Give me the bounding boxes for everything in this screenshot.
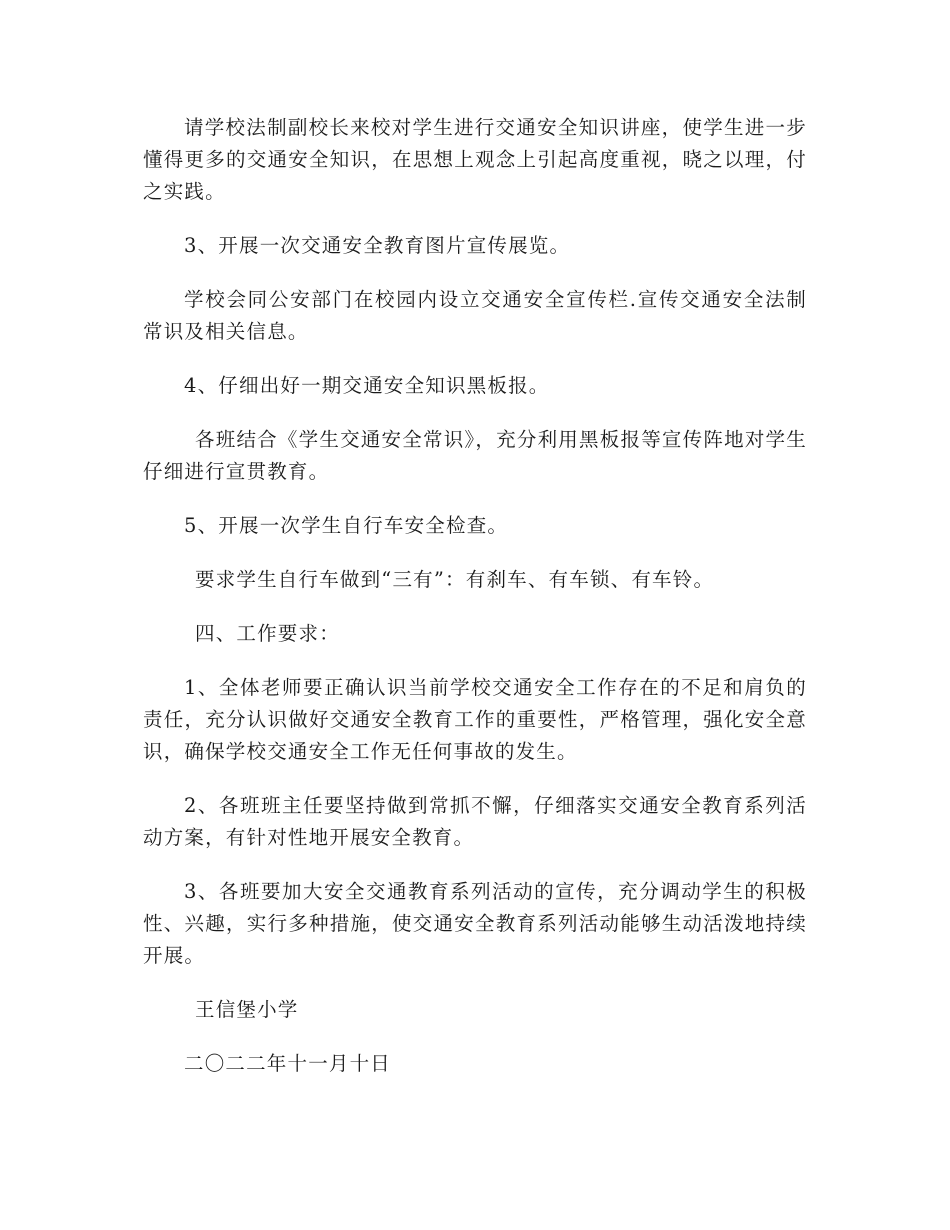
section-heading-work-requirements: 四、工作要求： bbox=[195, 622, 340, 645]
paragraph-requirement-1: 1、全体老师要正确认识当前学校交通安全工作存在的不足和肩负的责任，充分认识做好交通安全教育工作的重要性，严格管理，强化安全意识，确保学校交通安全工作无任何事故的发生。 bbox=[143, 676, 807, 763]
paragraph-item-3-title: 3、开展一次交通安全教育图片宣传展览。 bbox=[184, 234, 571, 257]
paragraph-item-5-body: 要求学生自行车做到“三有”：有刹车、有车锁、有车铃。 bbox=[195, 568, 715, 591]
document-body bbox=[143, 112, 807, 1102]
signature-date: 二〇二二年十一月十日 bbox=[184, 1052, 392, 1075]
paragraph-item-5-title: 5、开展一次学生自行车安全检查。 bbox=[184, 514, 509, 537]
paragraph-lecture: 请学校法制副校长来校对学生进行交通安全知识讲座，使学生进一步懂得更多的交通安全知识，在思想上观念上引起高度重视，晓之以理，付之实践。 bbox=[143, 116, 807, 203]
paragraph-requirement-2: 2、各班班主任要坚持做到常抓不懈，仔细落实交通安全教育系列活动方案，有针对性地开展安全教育。 bbox=[143, 794, 807, 849]
paragraph-requirement-3: 3、各班要加大安全交通教育系列活动的宣传，充分调动学生的积极性、兴趣，实行多种措施，使交通安全教育系列活动能够生动活泼地持续开展。 bbox=[143, 880, 807, 967]
paragraph-item-3-body: 学校会同公安部门在校园内设立交通安全宣传栏.宣传交通安全法制常识及相关信息。 bbox=[143, 288, 807, 343]
paragraph-item-4-title: 4、仔细出好一期交通安全知识黑板报。 bbox=[184, 374, 550, 397]
paragraph-item-4-body: 各班结合《学生交通安全常识》，充分利用黑板报等宣传阵地对学生仔细进行宣贯教育。 bbox=[143, 428, 807, 483]
signature-school-name: 王信堡小学 bbox=[195, 998, 299, 1021]
